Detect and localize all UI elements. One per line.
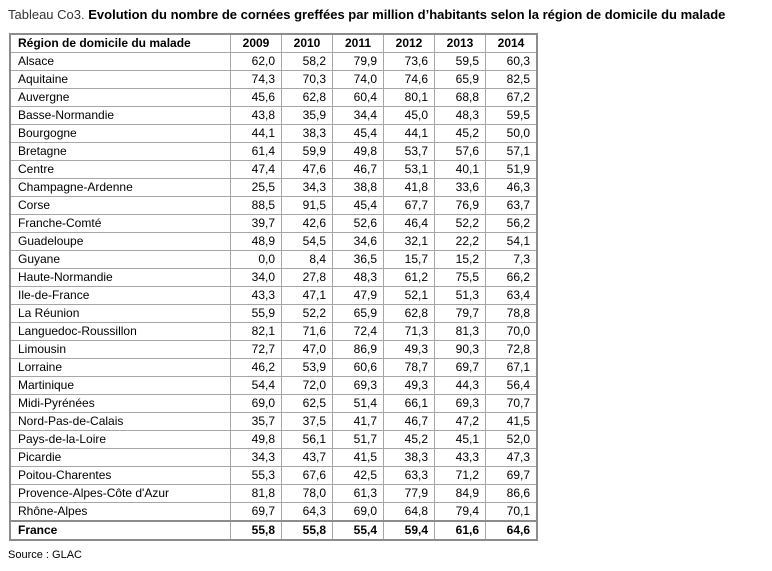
- value-cell-2010: 78,0: [282, 485, 333, 503]
- value-cell-2014: 69,7: [486, 467, 538, 485]
- value-cell-2012: 78,7: [384, 359, 435, 377]
- value-cell-2009: 69,7: [231, 503, 282, 522]
- value-cell-2013: 43,3: [435, 449, 486, 467]
- value-cell-2013: 47,2: [435, 413, 486, 431]
- value-cell-2011: 60,4: [333, 89, 384, 107]
- value-cell-2014: 54,1: [486, 233, 538, 251]
- value-cell-2013: 57,6: [435, 143, 486, 161]
- value-cell-2011: 51,4: [333, 395, 384, 413]
- region-name-cell: Limousin: [10, 341, 231, 359]
- value-cell-2013: 71,2: [435, 467, 486, 485]
- value-cell-2013: 45,2: [435, 125, 486, 143]
- value-cell-2014: 60,3: [486, 53, 538, 71]
- header-year-2013: 2013: [435, 34, 486, 53]
- value-cell-2012: 62,8: [384, 305, 435, 323]
- data-table: [9, 33, 538, 541]
- value-cell-2009: 55,9: [231, 305, 282, 323]
- value-cell-2012: 15,7: [384, 251, 435, 269]
- value-cell-2011: 69,0: [333, 503, 384, 522]
- value-cell-2013: 48,3: [435, 107, 486, 125]
- value-cell-2014: 51,9: [486, 161, 538, 179]
- header-year-2011: 2011: [333, 34, 384, 53]
- value-cell-2014: 70,1: [486, 503, 538, 522]
- value-cell-2009: 25,5: [231, 179, 282, 197]
- table-row: [10, 197, 537, 215]
- value-cell-2010: 47,0: [282, 341, 333, 359]
- table-row: [10, 287, 537, 305]
- value-cell-2009: 55,3: [231, 467, 282, 485]
- table-row: [10, 377, 537, 395]
- value-cell-2011: 41,7: [333, 413, 384, 431]
- value-cell-2014: 63,7: [486, 197, 538, 215]
- value-cell-2014: 64,6: [486, 521, 538, 540]
- region-name-cell: Ile-de-France: [10, 287, 231, 305]
- value-cell-2013: 69,3: [435, 395, 486, 413]
- value-cell-2009: 74,3: [231, 71, 282, 89]
- value-cell-2014: 52,0: [486, 431, 538, 449]
- value-cell-2014: 86,6: [486, 485, 538, 503]
- value-cell-2012: 49,3: [384, 377, 435, 395]
- value-cell-2012: 67,7: [384, 197, 435, 215]
- value-cell-2010: 64,3: [282, 503, 333, 522]
- value-cell-2009: 34,3: [231, 449, 282, 467]
- value-cell-2014: 56,4: [486, 377, 538, 395]
- table-header: [10, 34, 537, 53]
- value-cell-2012: 61,2: [384, 269, 435, 287]
- value-cell-2013: 68,8: [435, 89, 486, 107]
- value-cell-2010: 62,5: [282, 395, 333, 413]
- value-cell-2011: 34,6: [333, 233, 384, 251]
- region-name-cell: Haute-Normandie: [10, 269, 231, 287]
- table-row: [10, 53, 537, 71]
- table-row: [10, 395, 537, 413]
- table-row: [10, 413, 537, 431]
- value-cell-2010: 62,8: [282, 89, 333, 107]
- value-cell-2011: 65,9: [333, 305, 384, 323]
- value-cell-2011: 48,3: [333, 269, 384, 287]
- value-cell-2010: 38,3: [282, 125, 333, 143]
- region-name-cell: Lorraine: [10, 359, 231, 377]
- value-cell-2013: 79,7: [435, 305, 486, 323]
- value-cell-2011: 45,4: [333, 125, 384, 143]
- value-cell-2010: 37,5: [282, 413, 333, 431]
- value-cell-2014: 47,3: [486, 449, 538, 467]
- value-cell-2011: 72,4: [333, 323, 384, 341]
- value-cell-2012: 73,6: [384, 53, 435, 71]
- value-cell-2014: 78,8: [486, 305, 538, 323]
- value-cell-2009: 62,0: [231, 53, 282, 71]
- region-name-cell: Guadeloupe: [10, 233, 231, 251]
- region-name-cell: Nord-Pas-de-Calais: [10, 413, 231, 431]
- value-cell-2009: 39,7: [231, 215, 282, 233]
- value-cell-2013: 22,2: [435, 233, 486, 251]
- value-cell-2010: 27,8: [282, 269, 333, 287]
- value-cell-2013: 44,3: [435, 377, 486, 395]
- value-cell-2013: 40,1: [435, 161, 486, 179]
- total-row: [10, 521, 537, 540]
- table-body: [10, 53, 537, 541]
- value-cell-2012: 44,1: [384, 125, 435, 143]
- value-cell-2011: 41,5: [333, 449, 384, 467]
- region-name-cell: Guyane: [10, 251, 231, 269]
- value-cell-2014: 72,8: [486, 341, 538, 359]
- value-cell-2012: 45,2: [384, 431, 435, 449]
- value-cell-2012: 80,1: [384, 89, 435, 107]
- region-name-cell: Martinique: [10, 377, 231, 395]
- value-cell-2009: 35,7: [231, 413, 282, 431]
- value-cell-2012: 46,4: [384, 215, 435, 233]
- value-cell-2014: 41,5: [486, 413, 538, 431]
- value-cell-2009: 34,0: [231, 269, 282, 287]
- value-cell-2013: 45,1: [435, 431, 486, 449]
- value-cell-2013: 84,9: [435, 485, 486, 503]
- region-name-cell: Rhône-Alpes: [10, 503, 231, 522]
- value-cell-2011: 61,3: [333, 485, 384, 503]
- table-row: [10, 431, 537, 449]
- region-name-cell: Bourgogne: [10, 125, 231, 143]
- value-cell-2009: 69,0: [231, 395, 282, 413]
- value-cell-2010: 8,4: [282, 251, 333, 269]
- value-cell-2010: 59,9: [282, 143, 333, 161]
- value-cell-2010: 72,0: [282, 377, 333, 395]
- value-cell-2011: 49,8: [333, 143, 384, 161]
- value-cell-2014: 70,7: [486, 395, 538, 413]
- region-name-cell: Languedoc-Roussillon: [10, 323, 231, 341]
- value-cell-2012: 38,3: [384, 449, 435, 467]
- value-cell-2012: 64,8: [384, 503, 435, 522]
- region-name-cell: Midi-Pyrénées: [10, 395, 231, 413]
- value-cell-2009: 49,8: [231, 431, 282, 449]
- header-region: Région de domicile du malade: [10, 34, 231, 53]
- value-cell-2010: 54,5: [282, 233, 333, 251]
- table-caption-label: Tableau Co3.: [8, 7, 85, 22]
- value-cell-2014: 57,1: [486, 143, 538, 161]
- header-year-2014: 2014: [486, 34, 538, 53]
- value-cell-2009: 43,8: [231, 107, 282, 125]
- region-name-cell: Aquitaine: [10, 71, 231, 89]
- value-cell-2013: 79,4: [435, 503, 486, 522]
- value-cell-2010: 34,3: [282, 179, 333, 197]
- header-year-2010: 2010: [282, 34, 333, 53]
- value-cell-2012: 66,1: [384, 395, 435, 413]
- region-name-cell: Champagne-Ardenne: [10, 179, 231, 197]
- table-row: [10, 323, 537, 341]
- value-cell-2010: 42,6: [282, 215, 333, 233]
- value-cell-2014: 50,0: [486, 125, 538, 143]
- table-row: [10, 215, 537, 233]
- value-cell-2013: 69,7: [435, 359, 486, 377]
- value-cell-2010: 47,6: [282, 161, 333, 179]
- value-cell-2011: 55,4: [333, 521, 384, 540]
- table-row: [10, 251, 537, 269]
- table-row: [10, 143, 537, 161]
- value-cell-2014: 67,2: [486, 89, 538, 107]
- value-cell-2014: 46,3: [486, 179, 538, 197]
- value-cell-2011: 60,6: [333, 359, 384, 377]
- value-cell-2012: 71,3: [384, 323, 435, 341]
- value-cell-2011: 46,7: [333, 161, 384, 179]
- value-cell-2010: 91,5: [282, 197, 333, 215]
- table-caption-title: Evolution du nombre de cornées greffées par million d’habitants selon la région de domicile du malade: [88, 7, 726, 22]
- value-cell-2011: 47,9: [333, 287, 384, 305]
- header-year-2012: 2012: [384, 34, 435, 53]
- table-row: [10, 503, 537, 522]
- region-name-cell: Provence-Alpes-Côte d'Azur: [10, 485, 231, 503]
- value-cell-2013: 15,2: [435, 251, 486, 269]
- value-cell-2010: 67,6: [282, 467, 333, 485]
- header-row: [10, 34, 537, 53]
- value-cell-2011: 86,9: [333, 341, 384, 359]
- value-cell-2009: 44,1: [231, 125, 282, 143]
- table-row: [10, 161, 537, 179]
- value-cell-2011: 36,5: [333, 251, 384, 269]
- value-cell-2011: 52,6: [333, 215, 384, 233]
- value-cell-2012: 74,6: [384, 71, 435, 89]
- value-cell-2011: 79,9: [333, 53, 384, 71]
- value-cell-2011: 34,4: [333, 107, 384, 125]
- table-row: [10, 233, 537, 251]
- value-cell-2013: 33,6: [435, 179, 486, 197]
- value-cell-2009: 72,7: [231, 341, 282, 359]
- value-cell-2012: 45,0: [384, 107, 435, 125]
- value-cell-2011: 38,8: [333, 179, 384, 197]
- region-name-cell: Centre: [10, 161, 231, 179]
- table-row: [10, 125, 537, 143]
- value-cell-2012: 32,1: [384, 233, 435, 251]
- value-cell-2009: 81,8: [231, 485, 282, 503]
- value-cell-2014: 59,5: [486, 107, 538, 125]
- value-cell-2010: 47,1: [282, 287, 333, 305]
- region-name-cell: Pays-de-la-Loire: [10, 431, 231, 449]
- value-cell-2014: 7,3: [486, 251, 538, 269]
- region-name-cell: La Réunion: [10, 305, 231, 323]
- table-row: [10, 305, 537, 323]
- value-cell-2011: 69,3: [333, 377, 384, 395]
- value-cell-2013: 52,2: [435, 215, 486, 233]
- table-row: [10, 71, 537, 89]
- value-cell-2013: 65,9: [435, 71, 486, 89]
- value-cell-2011: 42,5: [333, 467, 384, 485]
- value-cell-2012: 52,1: [384, 287, 435, 305]
- table-row: [10, 359, 537, 377]
- value-cell-2010: 58,2: [282, 53, 333, 71]
- value-cell-2014: 67,1: [486, 359, 538, 377]
- value-cell-2010: 53,9: [282, 359, 333, 377]
- value-cell-2014: 63,4: [486, 287, 538, 305]
- value-cell-2012: 41,8: [384, 179, 435, 197]
- value-cell-2013: 59,5: [435, 53, 486, 71]
- table-row: [10, 449, 537, 467]
- region-name-cell: Alsace: [10, 53, 231, 71]
- region-name-cell: Franche-Comté: [10, 215, 231, 233]
- table-row: [10, 467, 537, 485]
- region-name-cell: Corse: [10, 197, 231, 215]
- value-cell-2014: 82,5: [486, 71, 538, 89]
- value-cell-2013: 76,9: [435, 197, 486, 215]
- value-cell-2009: 48,9: [231, 233, 282, 251]
- region-name-cell: France: [10, 521, 231, 540]
- value-cell-2011: 74,0: [333, 71, 384, 89]
- value-cell-2014: 56,2: [486, 215, 538, 233]
- value-cell-2013: 51,3: [435, 287, 486, 305]
- value-cell-2009: 55,8: [231, 521, 282, 540]
- value-cell-2014: 70,0: [486, 323, 538, 341]
- value-cell-2011: 45,4: [333, 197, 384, 215]
- value-cell-2009: 43,3: [231, 287, 282, 305]
- value-cell-2010: 55,8: [282, 521, 333, 540]
- value-cell-2014: 66,2: [486, 269, 538, 287]
- table-caption: [8, 6, 725, 24]
- value-cell-2009: 46,2: [231, 359, 282, 377]
- region-name-cell: Bretagne: [10, 143, 231, 161]
- value-cell-2010: 52,2: [282, 305, 333, 323]
- value-cell-2013: 90,3: [435, 341, 486, 359]
- table-row: [10, 269, 537, 287]
- value-cell-2009: 47,4: [231, 161, 282, 179]
- value-cell-2012: 59,4: [384, 521, 435, 540]
- value-cell-2011: 51,7: [333, 431, 384, 449]
- value-cell-2012: 77,9: [384, 485, 435, 503]
- value-cell-2012: 46,7: [384, 413, 435, 431]
- table-row: [10, 89, 537, 107]
- region-name-cell: Poitou-Charentes: [10, 467, 231, 485]
- table-row: [10, 107, 537, 125]
- value-cell-2010: 35,9: [282, 107, 333, 125]
- value-cell-2012: 53,7: [384, 143, 435, 161]
- region-name-cell: Auvergne: [10, 89, 231, 107]
- table-row: [10, 179, 537, 197]
- table-row: [10, 341, 537, 359]
- value-cell-2009: 0,0: [231, 251, 282, 269]
- region-name-cell: Picardie: [10, 449, 231, 467]
- value-cell-2013: 81,3: [435, 323, 486, 341]
- value-cell-2010: 56,1: [282, 431, 333, 449]
- value-cell-2009: 54,4: [231, 377, 282, 395]
- value-cell-2009: 45,6: [231, 89, 282, 107]
- value-cell-2009: 88,5: [231, 197, 282, 215]
- value-cell-2013: 75,5: [435, 269, 486, 287]
- table-row: [10, 485, 537, 503]
- value-cell-2009: 82,1: [231, 323, 282, 341]
- region-name-cell: Basse-Normandie: [10, 107, 231, 125]
- header-year-2009: 2009: [231, 34, 282, 53]
- value-cell-2009: 61,4: [231, 143, 282, 161]
- source-note: Source : GLAC: [8, 549, 82, 561]
- value-cell-2010: 70,3: [282, 71, 333, 89]
- value-cell-2012: 53,1: [384, 161, 435, 179]
- value-cell-2010: 43,7: [282, 449, 333, 467]
- value-cell-2012: 63,3: [384, 467, 435, 485]
- value-cell-2013: 61,6: [435, 521, 486, 540]
- value-cell-2010: 71,6: [282, 323, 333, 341]
- value-cell-2012: 49,3: [384, 341, 435, 359]
